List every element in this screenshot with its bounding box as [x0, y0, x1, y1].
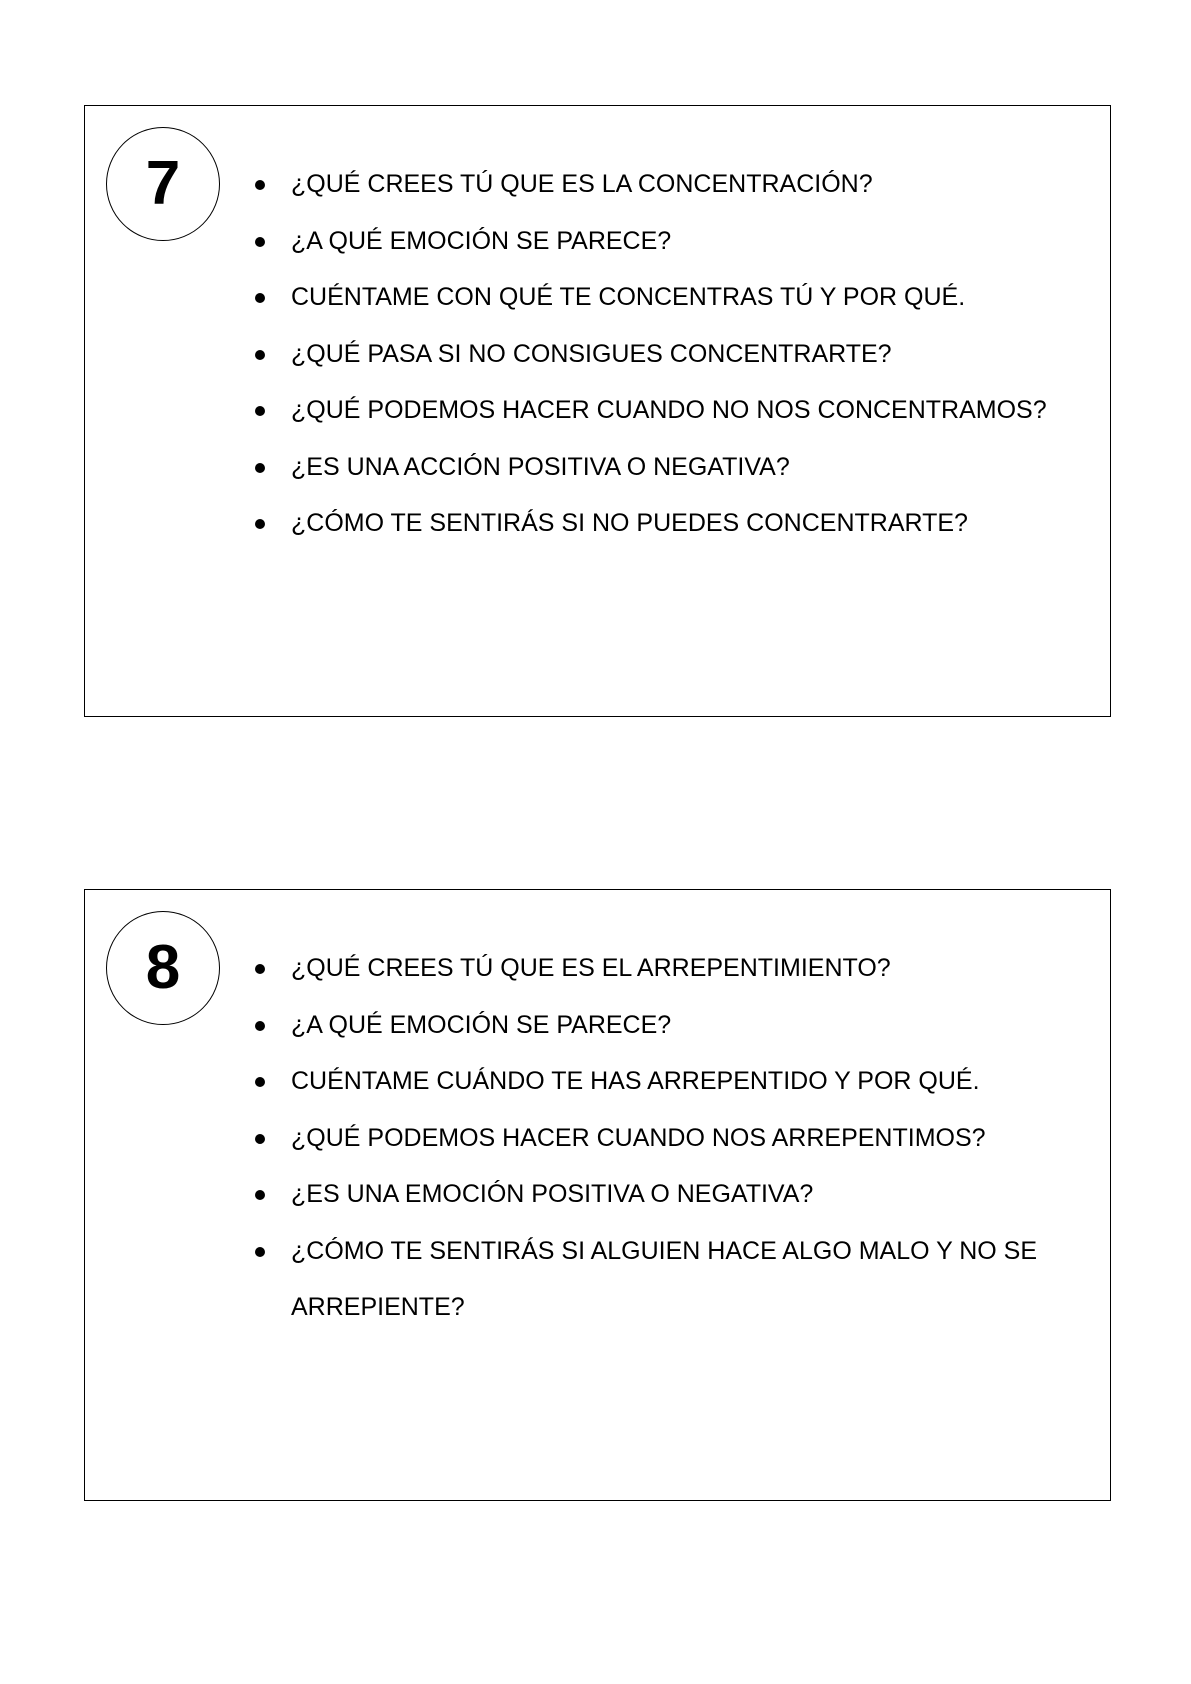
question-item: [255, 326, 1080, 383]
question-text: ¿QUÉ PODEMOS HACER CUANDO NO NOS CONCENTRAMOS?: [291, 396, 1047, 424]
bullet-icon: [255, 1190, 265, 1200]
question-text: ¿CÓMO TE SENTIRÁS SI ALGUIEN HACE ALGO MALO Y NO SE ARREPIENTE?: [291, 1236, 1038, 1321]
question-card-7: [84, 105, 1111, 717]
question-text: CUÉNTAME CUÁNDO TE HAS ARREPENTIDO Y POR QUÉ.: [291, 1067, 980, 1095]
question-text: ¿QUÉ CREES TÚ QUE ES LA CONCENTRACIÓN?: [291, 170, 873, 198]
bullet-icon: [255, 1021, 265, 1031]
bullet-icon: [255, 180, 265, 190]
question-item: [255, 1166, 1080, 1223]
question-text: ¿ES UNA ACCIÓN POSITIVA O NEGATIVA?: [291, 452, 790, 481]
bullet-icon: [255, 406, 265, 416]
question-item: [255, 495, 1080, 552]
bullet-icon: [255, 1247, 265, 1257]
question-item: [255, 213, 1080, 270]
bullet-icon: [255, 1077, 265, 1087]
question-text: CUÉNTAME CON QUÉ TE CONCENTRAS TÚ Y POR QUÉ.: [291, 283, 966, 311]
question-list: [255, 940, 1080, 1336]
bullet-icon: [255, 519, 265, 529]
question-text: ¿CÓMO TE SENTIRÁS SI NO PUEDES CONCENTRARTE?: [291, 509, 968, 537]
question-item: [255, 1110, 1080, 1167]
question-text: ¿A QUÉ EMOCIÓN SE PARECE?: [291, 226, 672, 255]
question-list: [255, 156, 1080, 552]
question-text: ¿QUÉ PASA SI NO CONSIGUES CONCENTRARTE?: [291, 339, 892, 368]
question-item: [255, 1053, 1080, 1110]
question-item: [255, 156, 1080, 213]
question-item: [255, 382, 1080, 439]
bullet-icon: [255, 964, 265, 974]
question-text: ¿A QUÉ EMOCIÓN SE PARECE?: [291, 1010, 672, 1039]
question-item: [255, 269, 1080, 326]
question-item: [255, 997, 1080, 1054]
bullet-icon: [255, 350, 265, 360]
question-text: ¿QUÉ PODEMOS HACER CUANDO NOS ARREPENTIMOS?: [291, 1123, 986, 1152]
question-item: [255, 940, 1080, 997]
question-text: ¿ES UNA EMOCIÓN POSITIVA O NEGATIVA?: [291, 1180, 814, 1208]
card-number-badge: 8: [106, 911, 220, 1025]
card-number-badge: 7: [106, 127, 220, 241]
bullet-icon: [255, 463, 265, 473]
bullet-icon: [255, 293, 265, 303]
bullet-icon: [255, 237, 265, 247]
question-item: [255, 439, 1080, 496]
question-item: [255, 1223, 1080, 1336]
question-text: ¿QUÉ CREES TÚ QUE ES EL ARREPENTIMIENTO?: [291, 954, 891, 982]
bullet-icon: [255, 1134, 265, 1144]
question-card-8: [84, 889, 1111, 1501]
